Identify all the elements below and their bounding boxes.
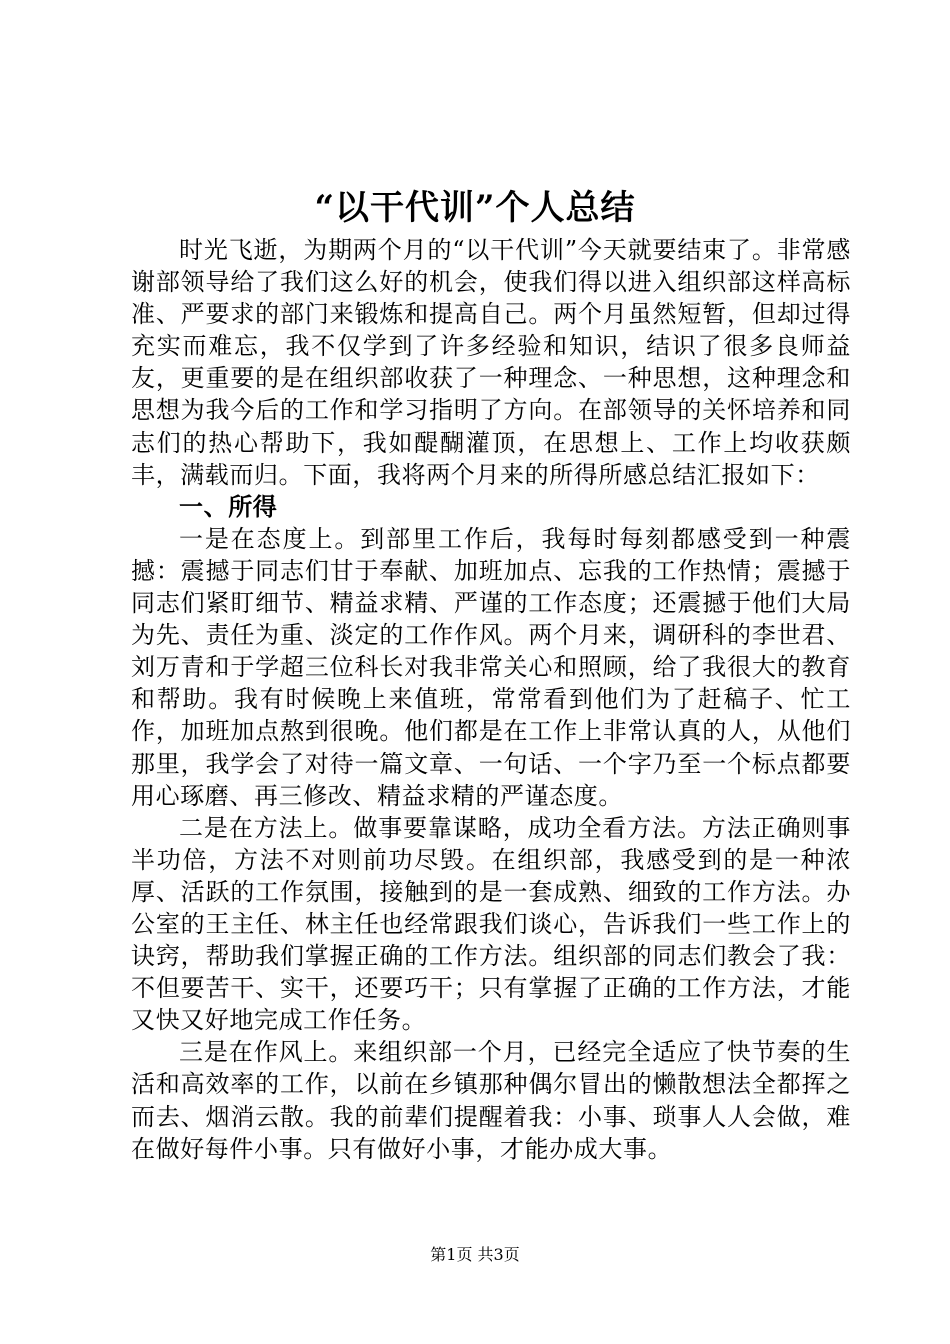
document-title: “以干代训”个人总结 [314,188,636,228]
method-paragraph: 二是在方法上。做事要靠谋略，成功全看方法。方法正确则事半功倍，方法不对则前功尽毁。在组织部，我感受到的是一种浓厚、活跃的工作氛围，接触到的是一套成熟、细致的工作方法。办公室的王主任、林主任也经常跟我们谈心，告诉我们一些工作上的诀窍，帮助我们掌握正确的工作方法。组织部的同志们教会了我：不但要苦干、实干，还要巧干；只有掌握了正确的工作方法，才能又快又好地完成工作任务。 [131,813,851,1035]
document-body [131,234,851,1165]
section-heading: 一、所得 [179,491,278,521]
page-footer: 第1页 共3页 [430,1245,520,1264]
intro-paragraph: 时光飞逝，为期两个月的“以干代训”今天就要结束了。非常感谢部领导给了我们这么好的机会，使我们得以进入组织部这样高标准、严要求的部门来锻炼和提高自己。两个月虽然短暂，但却过得充实而难忘，我不仅学到了许多经验和知识，结识了很多良师益友，更重要的是在组织部收获了一种理念、一种思想，这种理念和思想为我今后的工作和学习指明了方向。在部领导的关怀培养和同志们的热心帮助下，我如醍醐灌顶，在思想上、工作上均收获颇丰，满载而归。下面，我将两个月来的所得所感总结汇报如下： [131,236,851,489]
style-paragraph: 三是在作风上。来组织部一个月，已经完全适应了快节奏的生活和高效率的工作，以前在乡镇那种偶尔冒出的懒散想法全都挥之而去、烟消云散。我的前辈们提醒着我：小事、琐事人人会做，难在做好每件小事。只有做好小事，才能办成大事。 [131,1038,851,1163]
attitude-paragraph: 一是在态度上。到部里工作后，我每时每刻都感受到一种震撼：震撼于同志们甘于奉献、加班加点、忘我的工作热情；震撼于同志们紧盯细节、精益求精、严谨的工作态度；还震撼于他们大局为先、责任为重、淡定的工作作风。两个月来，调研科的李世君、刘万青和于学超三位科长对我非常关心和照顾，给了我很大的教育和帮助。我有时候晚上来值班，常常看到他们为了赶稿子、忙工作，加班加点熬到很晚。他们都是在工作上非常认真的人，从他们那里，我学会了对待一篇文章、一句话、一个字乃至一个标点都要用心琢磨、再三修改、精益求精的严谨态度。 [131,524,851,810]
